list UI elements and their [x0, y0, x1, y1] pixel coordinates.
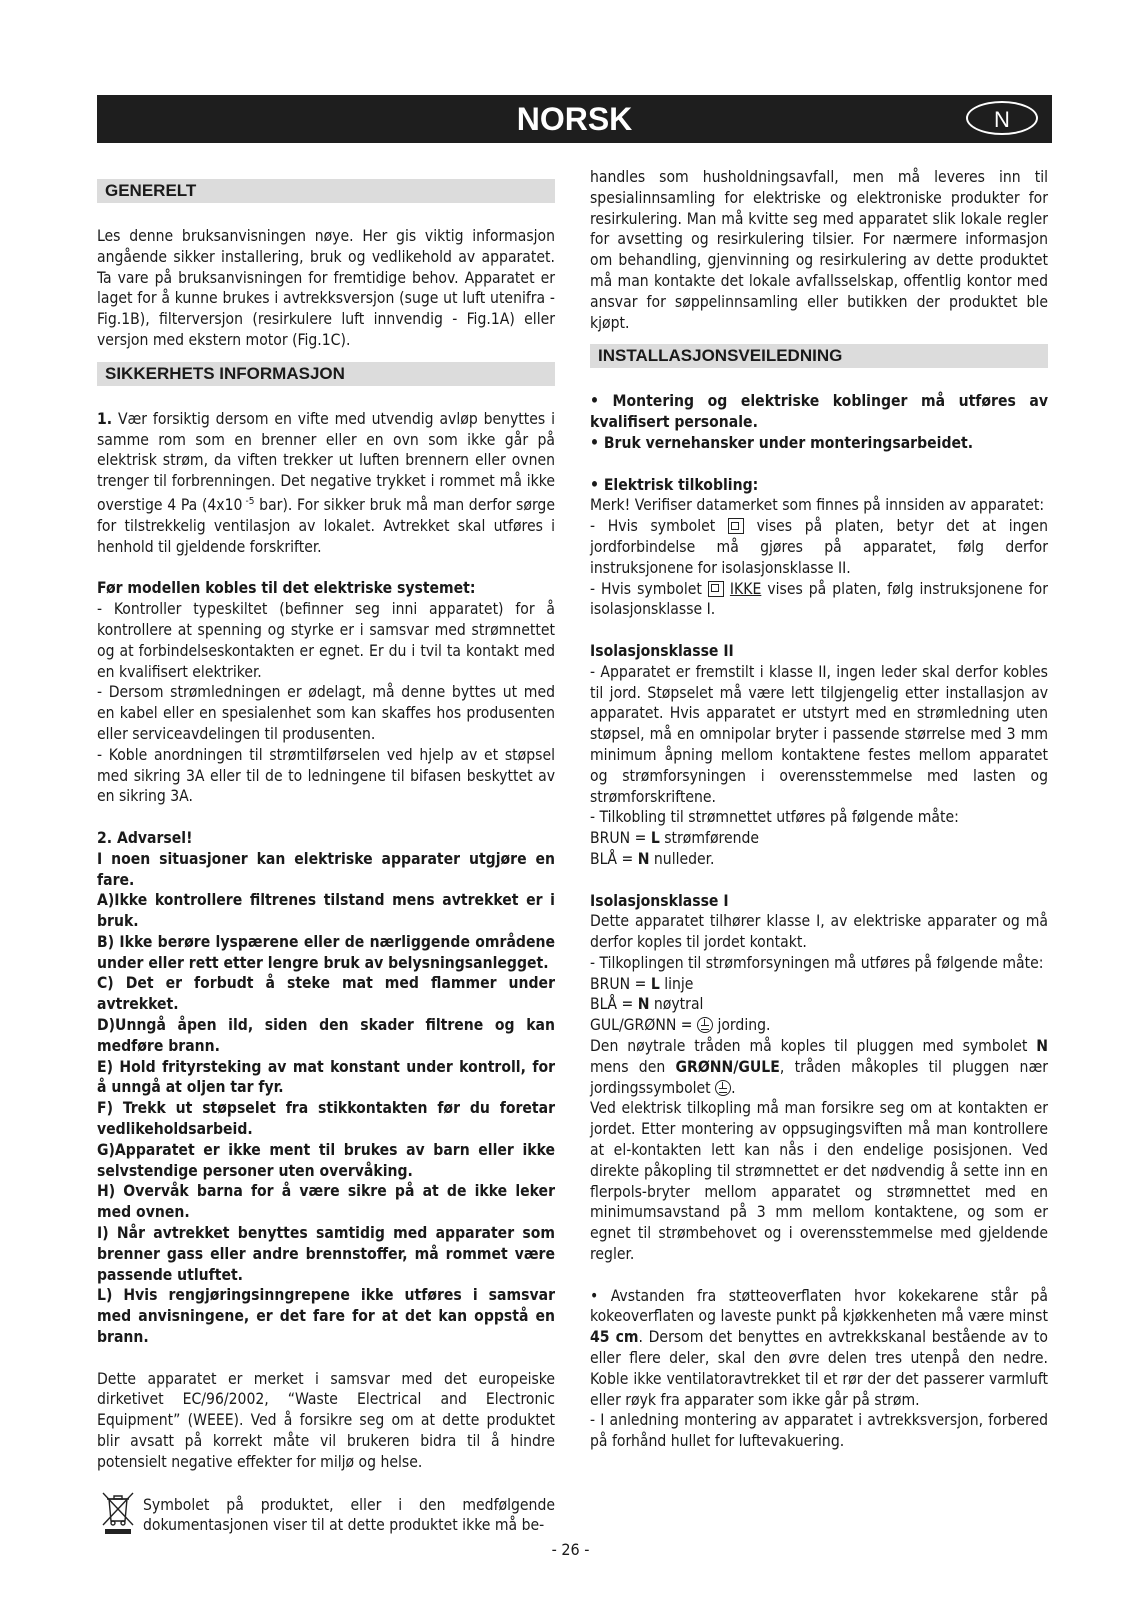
right-column [590, 167, 1048, 1452]
left-column [97, 168, 555, 1536]
item1-exponent: -5 [242, 495, 255, 507]
class1-yellow-green: GUL/GRØNN = jording. [590, 1016, 771, 1035]
generelt-paragraph: Les denne bruksanvisningen nøye. Her gis viktig informasjon angående sikker installering, bruk og vedlikehold av apparatet. Ta vare på bruksanvisningen for fremtidige behov. Apparatet er laget for å kunne brukes i avtrekksversjon (suge ut luft utenifra - Fig.1B), filterversjon (resirkulere luft innvendig - Fig.1A) eller versjon med ekstern motor (Fig.1C). [97, 227, 555, 349]
install-bullet-1: • Montering og elektriske koblinger må utføres av kvalifisert personale. [590, 392, 1048, 432]
sym1-text-b: vises på platen, betyr det at ingen jordforbindelse må gjøres på apparatet, følg derfor instruksjonene for isolasjonsklasse II. [590, 517, 1048, 577]
sym2-text-b: vises på platen, følg instruksjonene for isolasjonsklasse I. [590, 579, 1048, 619]
electrical-heading: • Elektrisk tilkobling: [590, 475, 759, 494]
warning-l: L) Hvis rengjøringsinngrepene ikke utføres i samsvar med anvisningene, er det fare for at det kan oppstå en brann. [97, 1286, 555, 1347]
crossed-bin-icon [99, 1489, 137, 1535]
install-bullet-2: • Bruk vernehansker under monteringsarbeidet. [590, 433, 974, 452]
warning-f: F) Trekk ut støpselet fra stikkontakten før du foretar vedlikeholdsarbeid. [97, 1099, 555, 1139]
double-insulation-icon [728, 518, 744, 534]
ground-icon [697, 1017, 713, 1033]
weee-continuation: handles som husholdningsavfall, men må leveres inn til spesialinnsamling for elektriske og elektroniske produkter for resirkulering. Man må kvitte seg med apparatet slik lokale regler for avsetting og resirkulering tilsier. For nærmere informasjon om behandling, gjenvinning og resirkulering av dette produktet må man kontakte det lokale avfallsselskap, offentlig kontor med ansvar for søppelinnsamling eller butikken der produktet ble kjøpt. [590, 168, 1048, 332]
class2-connection: - Tilkobling til strømnettet utføres på følgende måte: [590, 808, 959, 827]
warning-d: D)Unngå åpen ild, siden den skader filtrene og kan medføre brann. [97, 1016, 555, 1055]
class1-blue: BLÅ = N nøytral [590, 995, 704, 1014]
safety-item-1 [97, 409, 555, 558]
weee-paragraph: Dette apparatet er merket i samsvar med det europeiske dirketivet EC/96/2002, “Waste Electrical and Electronic Equipment” (WEEE). Ved å forsikre seg om at dette produktet blir avsatt på korrekt måte vil brukeren bidra til å hindre potensielt negative effekter for miljø og helse. [97, 1369, 555, 1471]
class2-heading: Isolasjonsklasse II [590, 641, 734, 660]
warning-e: E) Hold frityrsteking av mat konstant under kontroll, for å unngå at oljen tar fyr. [97, 1057, 555, 1097]
before-connect-heading: Før modellen kobles til det elektriske systemet: [97, 579, 476, 598]
warning-i: I) Når avtrekket benyttes samtidig med apparater som brenner gass eller andre brennstoffer, må rommet være passende utluftet. [97, 1224, 555, 1284]
class2-text: - Apparatet er fremstilt i klasse II, ingen leder skal derfor kobles til jord. Støpselet må være lett tilgjengelig etter installasjon av apparatet. Hvis apparatet er utstyrt med en strømledning uten støpsel, må en omnipolar bryter i passende størrelse med 3 mm minimum åpning mellom kontaktene festes mellom apparatet og strømforsyningen i overensstemmelse med lasten og strømforskriftene. [590, 662, 1048, 806]
neutral-paragraph: Den nøytrale tråden må koples til pluggen med symbolet N mens den GRØNN/GULE, tråden måkoples til pluggen nær jordingssymbolet . [590, 1037, 1048, 1097]
grounding-paragraph: Ved elektrisk tilkopling må man forsikre seg om at kontakten er jordet. Etter montering av oppsugingsviften må man kontrollere at el-kontakten lett kan nås i den endelige posisjonen. Ved direkte påkopling til strømnettet er det nødvendig å sette inn en flerpols-bryter mellom apparatet og strømnettet med en minimumsavstand på 3 mm mellom kontaktene, og som er egnet til strømbehovet og i overensstemmelse med gjeldende regler. [590, 1099, 1048, 1264]
class2-blue: BLÅ = N nulleder. [590, 849, 715, 868]
warning-intro: I noen situasjoner kan elektriske apparater utgjøre en fare. [97, 849, 555, 889]
class1-text: Dette apparatet tilhører klasse I, av elektriske apparater og må derfor koples til jordet kontakt. [590, 912, 1048, 952]
language-code-badge: N [966, 101, 1038, 135]
language-banner [97, 95, 1052, 143]
sym1-text-a: - Hvis symbolet [590, 517, 728, 536]
item1-text-a: Vær forsiktig dersom en vifte med utvendig avløp benyttes i samme rom som en brenner eller en ovn som ikke går på elektrisk strøm, da viften trekker ut luften brennern eller ovnen trenger til forbrenningen. Det negative trykket i rommet må ikke overstige 4 Pa (4x10 [97, 409, 555, 515]
electrical-intro: Merk! Verifiser datamerket som finnes på innsiden av apparatet: [590, 496, 1045, 515]
class1-connection: - Tilkoplingen til strømforsyningen må utføres på følgende måte: [590, 953, 1044, 972]
before-connect-1: - Kontroller typeskiltet (befinner seg inni apparatet) for å kontrollere at spenning og styrke er i samsvar med strømnettet og at forbindelseskontakten er egnet. Er du i tvil ta kontakt med en kvalifisert elektriker. [97, 600, 555, 681]
warning-a: A)Ikke kontrollere filtrenes tilstand mens avtrekket er i bruk. [97, 891, 555, 931]
class1-heading: Isolasjonsklasse I [590, 891, 729, 910]
item1-text-b: bar). For sikker bruk må man derfor sørge for tilstrekkelig ventilasjon av lokalet. Avtrekket skal utføres i henhold til gjeldende forskrifter. [97, 496, 555, 556]
ground-icon [715, 1080, 731, 1096]
duct-paragraph: - I anledning montering av apparatet i avtrekksversjon, forbered på forhånd hullet for luftevakuering. [590, 1411, 1048, 1451]
before-connect-3: - Koble anordningen til strømtilførselen ved hjelp av et støpsel med sikring 3A eller til de to ledningene til bifasen beskyttet av en sikring 3A. [97, 745, 555, 806]
sym2-text-a: - Hvis symbolet [590, 579, 708, 598]
warning-c: C) Det er forbudt å steke mat med flammer under avtrekket. [97, 974, 555, 1014]
section-heading-sikkerhet: SIKKERHETS INFORMASJON [97, 362, 555, 386]
double-insulation-icon [708, 581, 724, 597]
language-title: NORSK [516, 101, 633, 137]
symbol-paragraph: Symbolet på produktet, eller i den medfølgende dokumentasjonen viser til at dette produktet ikke må be- [143, 1495, 555, 1535]
warning-h: H) Overvåk barna for å være sikre på at de ikke leker med ovnen. [97, 1182, 555, 1222]
class2-brown: BRUN = L strømførende [590, 829, 760, 848]
before-connect-2: - Dersom strømledningen er ødelagt, må denne byttes ut med en kabel eller en spesialenhet som kan skaffes hos produsenten eller serviceavdelingen til produsenten. [97, 683, 555, 743]
warning-heading: 2. Advarsel! [97, 828, 193, 847]
weee-symbol-row [97, 1495, 555, 1537]
item-number: 1. [97, 409, 113, 428]
warning-b: B) Ikke berøre lyspærene eller de nærliggende områdene under eller rett etter lengre bruk av belysningsanlegget. [97, 932, 555, 972]
class1-brown: BRUN = L linje [590, 974, 694, 993]
page-number: - 26 - [551, 1540, 590, 1559]
electrical-symbol-2 [590, 579, 1048, 621]
ikke-underlined: IKKE [729, 579, 762, 598]
electrical-symbol-1 [590, 516, 1048, 578]
distance-paragraph: • Avstanden fra støtteoverflaten hvor kokekarene står på kokeoverflaten og laveste punkt på kjøkkenheten må være minst 45 cm. Dersom det benyttes en avtrekkskanal bestående av to eller flere deler, skal den øvre delen tres utenpå den nedre. Koble ikke ventilatoravtrekket til et rør der det passerer varmluft eller røyk fra apparater som ikke går på strøm. [590, 1286, 1048, 1409]
warning-g: G)Apparatet er ikke ment til brukes av barn eller ikke selvstendige personer uten overvåking. [97, 1140, 555, 1180]
section-heading-generelt: GENERELT [97, 179, 555, 203]
section-heading-installasjon: INSTALLASJONSVEILEDNING [590, 344, 1048, 368]
